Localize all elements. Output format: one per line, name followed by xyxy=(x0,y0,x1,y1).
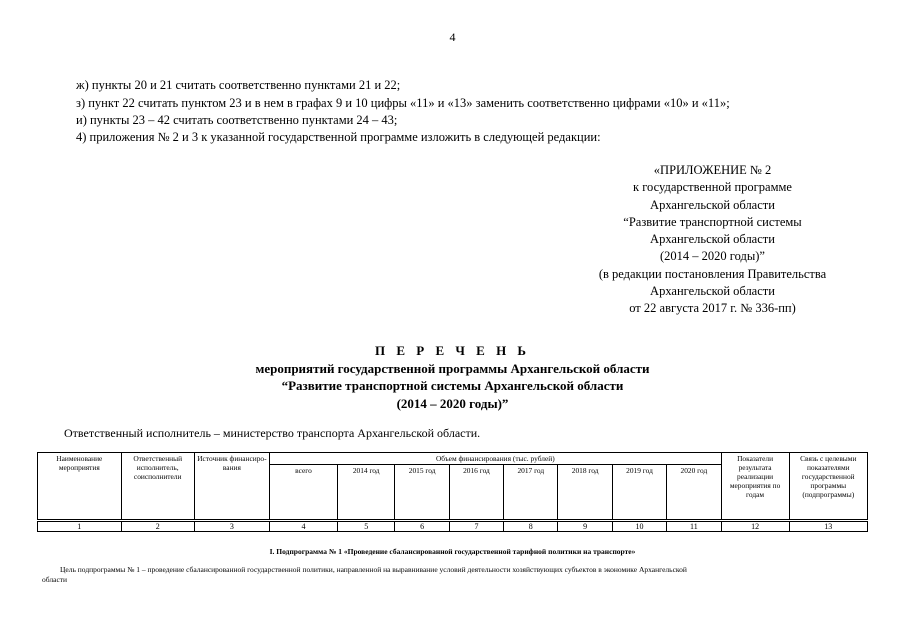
amendment-item: ж) пункты 20 и 21 считать соответственно пунктами 21 и 22; xyxy=(76,78,401,92)
header-cell: Объем финансирования (тыс. рублей) xyxy=(270,453,722,465)
amendment-item: з) пункт 22 считать пунктом 23 и в нем в графах 9 и 10 цифры «11» и «13» заменить соответственно цифрами «10» и «11»; xyxy=(76,96,730,110)
header-cell: 2018 год xyxy=(558,465,612,520)
appendix-line: к государственной программе xyxy=(633,180,792,195)
number-cell: 2 xyxy=(121,522,194,532)
number-cell: 8 xyxy=(504,522,558,532)
subprogram-goal xyxy=(42,565,842,585)
goal-line: области xyxy=(42,575,68,584)
appendix-line: Архангельской области xyxy=(650,197,775,212)
appendix-line: Архангельской области xyxy=(650,232,775,247)
header-cell: 2020 год xyxy=(667,465,721,520)
header-cell: 2014 год xyxy=(337,465,394,520)
financing-table xyxy=(37,452,868,532)
number-cell: 10 xyxy=(612,522,666,532)
title-line: (2014 – 2020 годы)” xyxy=(396,395,509,411)
number-cell: 1 xyxy=(38,522,122,532)
number-cell: 5 xyxy=(337,522,394,532)
header-cell: 2019 год xyxy=(612,465,666,520)
table-header-row xyxy=(38,453,868,465)
responsible-executor: Ответственный исполнитель – министерство транспорта Архангельской области. xyxy=(64,426,481,440)
number-cell: 4 xyxy=(270,522,338,532)
number-cell: 9 xyxy=(558,522,612,532)
appendix-line: Архангельской области xyxy=(650,284,775,299)
header-cell: Источник финансиро-вания xyxy=(194,453,269,520)
appendix-line: «ПРИЛОЖЕНИЕ № 2 xyxy=(653,163,772,177)
title-line: “Развитие транспортной системы Архангельской области xyxy=(281,378,624,393)
title-word: П Е Р Е Ч Е Н Ь xyxy=(374,343,531,358)
appendix-line: (2014 – 2020 годы)” xyxy=(660,249,765,264)
subprogram-heading: I. Подпрограмма № 1 «Проведение сбалансированной государственной тарифной политики на транспорте» xyxy=(269,547,636,556)
number-cell: 11 xyxy=(667,522,721,532)
title-line: мероприятий государственной программы Архангельской области xyxy=(255,360,650,376)
header-cell: Наименование мероприятия xyxy=(38,453,122,520)
header-cell: Показатели результата реализации мероприятия по годам xyxy=(721,453,789,520)
header-cell: Связь с целевыми показателями государственной программы (подпрограммы) xyxy=(789,453,867,520)
header-cell: 2015 год xyxy=(395,465,449,520)
goal-line: Цель подпрограммы № 1 – проведение сбалансированной государственной политики, направленной на выравнивание условий деятельности хозяйствующих субъектов в экономике Архангельской xyxy=(60,565,687,574)
header-cell: 2017 год xyxy=(504,465,558,520)
number-cell: 13 xyxy=(789,522,867,532)
table-number-row xyxy=(38,522,868,532)
appendix-line: от 22 августа 2017 г. № 336-пп) xyxy=(629,301,796,316)
amendment-item: и) пункты 23 – 42 считать соответственно пунктами 24 – 43; xyxy=(76,113,398,127)
document-title xyxy=(0,342,905,412)
number-cell: 3 xyxy=(194,522,269,532)
header-cell: Ответственный исполнитель, соисполнители xyxy=(121,453,194,520)
amendment-item: 4) приложения № 2 и 3 к указанной государственной программе изложить в следующей редакции: xyxy=(76,130,601,144)
header-cell: 2016 год xyxy=(449,465,503,520)
number-cell: 7 xyxy=(449,522,503,532)
appendix-header xyxy=(570,162,855,318)
number-cell: 6 xyxy=(395,522,449,532)
page-number: 4 xyxy=(449,30,456,44)
header-cell: всего xyxy=(270,465,338,520)
appendix-line: “Развитие транспортной системы xyxy=(623,214,802,229)
number-cell: 12 xyxy=(721,522,789,532)
appendix-line: (в редакции постановления Правительства xyxy=(598,266,827,281)
